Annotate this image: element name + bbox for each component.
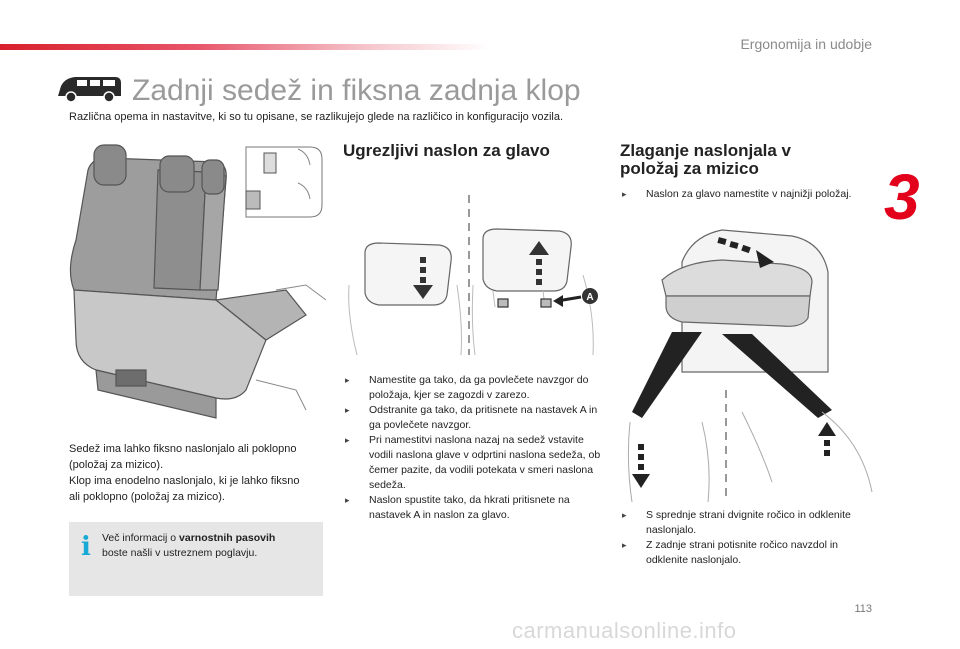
tabletop-step-top [620, 187, 880, 202]
info-box [69, 522, 323, 596]
tabletop-illustration [622, 222, 878, 502]
seat-description-line: Klop ima enodelno naslonjalo, ki je lahko fiksno [69, 475, 300, 487]
tabletop-steps [620, 508, 880, 568]
page-title: Zadnji sedež in fiksna zadnja klop [132, 74, 581, 107]
list-item: ▸ Odstranite ga tako, da pritisnete na nastavek A in ga povlečete navzgor. [343, 403, 601, 433]
tabletop-heading-line: položaj za mizico [620, 159, 759, 178]
seat-description [69, 441, 331, 505]
page-number: 113 [854, 603, 872, 615]
callout-label-a: A [586, 292, 594, 303]
list-item: ▸ Pri namestitvi naslona nazaj na sedež vstavite vodili naslona glave v odprtini naslona sedeža, ob čemer pazite, da vodili potekata v smeri naslona sedeža. [343, 433, 601, 493]
van-icon [55, 74, 125, 104]
headrest-heading: Ugrezljivi naslon za glavo [343, 141, 550, 160]
header-accent-bar [0, 44, 490, 50]
list-item: ▸ Z zadnje strani potisnite ročico navzdol in odklenite naslonjalo. [620, 538, 880, 568]
watermark: carmanualsonline.info [512, 618, 737, 643]
intro-text: Različna opema in nastavitve, ki so tu opisane, se razlikujejo glede na različico in konfiguracijo vozila. [69, 111, 564, 123]
van-layout-diagram [240, 143, 326, 221]
seat-description-line: ali poklopno (položaj za mizico). [69, 491, 225, 503]
tabletop-heading-line: Zlaganje naslonjala v [620, 141, 792, 160]
list-item: ▸ S sprednje strani dvignite ročico in odklenite naslonjalo. [620, 508, 880, 538]
section-label: Ergonomija in udobje [740, 36, 872, 52]
headrest-steps [343, 373, 601, 523]
tabletop-heading [620, 142, 791, 178]
list-item: ▸ Namestite ga tako, da ga povlečete navzgor do položaja, kjer se zagozdi v zarezo. [343, 373, 601, 403]
list-item: ▸ Naslon za glavo namestite v najnižji položaj. [620, 187, 880, 202]
info-icon: i [81, 532, 91, 562]
seat-description-line: (položaj za mizico). [69, 459, 164, 471]
info-link-text: varnostnih pasovih [179, 532, 276, 544]
list-item: ▸ Naslon spustite tako, da hkrati pritisnete na nastavek A in naslon za glavo. [343, 493, 601, 523]
seat-description-line: Sedež ima lahko fiksno naslonjalo ali poklopno [69, 443, 297, 455]
chapter-number: 3 [884, 161, 920, 233]
info-text: Več informacij o varnostnih pasovih boste našli v ustreznem poglavju. [102, 532, 276, 559]
headrest-illustration [343, 195, 601, 355]
